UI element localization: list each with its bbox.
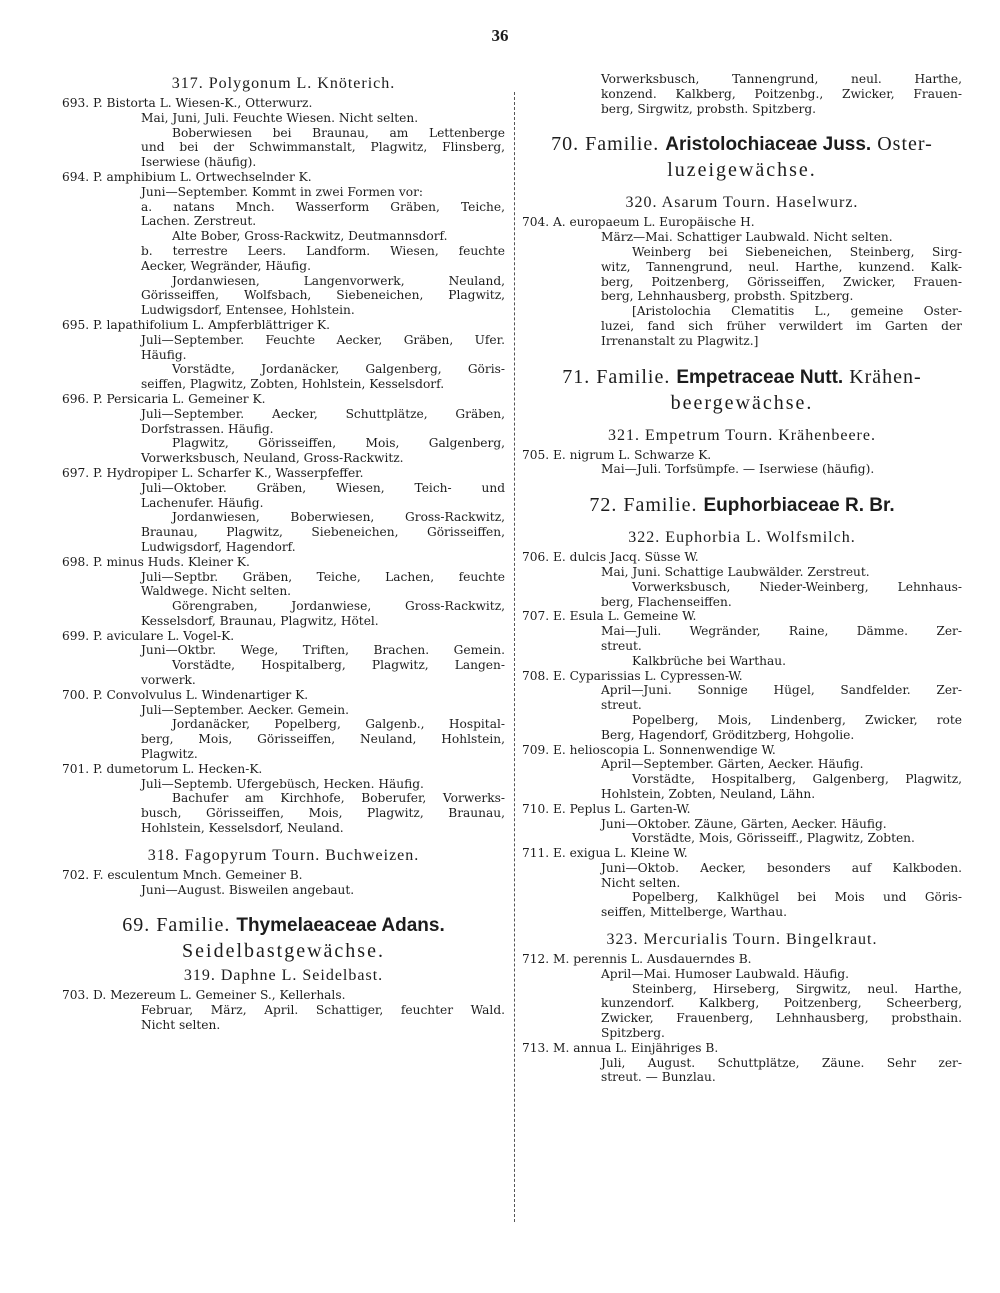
entry-text-line: Häufig. bbox=[141, 347, 187, 362]
entry-text-line: streut. bbox=[601, 698, 642, 713]
entry-text-line: Juli—Septbr. Gräben, Teiche, Lachen, feuchte bbox=[141, 569, 505, 584]
species-entry: 712. M. perennis L. Ausdauerndes B. bbox=[522, 952, 752, 967]
entry-text-line: Mai—Juli. Torfsümpfe. — Iserwiese (häufig). bbox=[601, 462, 875, 477]
family-common-name: Krähen- bbox=[849, 365, 922, 388]
family-number: 69. Familie. bbox=[122, 914, 231, 937]
family-heading bbox=[522, 365, 962, 390]
species-entry: 702. F. esculentum Mnch. Gemeiner B. bbox=[62, 867, 303, 882]
species-entry: 708. E. Cyparissias L. Cypressen-W. bbox=[522, 668, 743, 683]
genus-heading: 322. Euphorbia L. Wolfsmilch. bbox=[628, 529, 856, 547]
entry-text-line: berg, Sirgwitz, probsth. Spitzberg. bbox=[601, 101, 817, 116]
entry-text-line: Juli—September. Aecker. Gemein. bbox=[141, 702, 350, 717]
left-column bbox=[62, 72, 505, 1033]
entry-text-line: berg, Mois, Görisseiffen, Neuland, Hohlstein, bbox=[141, 732, 505, 747]
species-entry: 694. P. amphibium L. Ortwechselnder K. bbox=[62, 169, 312, 184]
entry-text-line: a. natans Mnch. Wasserform Gräben, Teiche, bbox=[141, 199, 505, 214]
entry-text-line: Kesselsdorf, Braunau, Plagwitz, Hötel. bbox=[141, 613, 379, 628]
locality-line: Weinberg bei Siebeneichen, Steinberg, Sirg- bbox=[632, 244, 962, 259]
locality-line: Popelberg, Kalkhügel bei Mois und Göris- bbox=[632, 890, 962, 905]
entry-text-line: Lachen. Zerstreut. bbox=[141, 214, 257, 229]
entry-text-line: Juli—Septemb. Ufergebüsch, Hecken. Häufig. bbox=[141, 776, 424, 791]
entry-text-line: Waldwege. Nicht selten. bbox=[141, 584, 292, 599]
family-number: 72. Familie. bbox=[589, 494, 698, 517]
locality-line: Jordanwiesen, Boberwiesen, Gross-Rackwitz, bbox=[172, 510, 505, 525]
locality-line: Plagwitz, Görisseiffen, Mois, Galgenberg, bbox=[172, 436, 505, 451]
entry-text-line: Juli—Oktober. Gräben, Wiesen, Teich- und bbox=[141, 480, 505, 495]
entry-text-line: März—Mai. Schattiger Laubwald. Nicht selten. bbox=[601, 230, 893, 245]
family-name: Empetraceae Nutt. bbox=[676, 366, 844, 388]
species-entry: 701. P. dumetorum L. Hecken-K. bbox=[62, 761, 263, 776]
locality-line: Vorwerksbusch, Nieder-Weinberg, Lehnhaus- bbox=[632, 579, 962, 594]
entry-text-line: berg, Flachenseiffen. bbox=[601, 594, 732, 609]
entry-text-line: Juli—September. Feuchte Aecker, Gräben, Ufer. bbox=[141, 332, 505, 347]
locality-line: Vorstädte, Hospitalberg, Plagwitz, Langen- bbox=[172, 658, 505, 673]
entry-text-line: Juni—August. Bisweilen angebaut. bbox=[141, 882, 355, 897]
entry-text-line: berg, Lehnhausberg, probsth. Spitzberg. bbox=[601, 289, 854, 304]
locality-line: Bachufer am Kirchhofe, Boberufer, Vorwerks- bbox=[172, 791, 505, 806]
species-entry: 707. E. Esula L. Gemeine W. bbox=[522, 609, 697, 624]
locality-line: Boberwiesen bei Braunau, am Lettenberge bbox=[172, 125, 505, 140]
locality-line: Vorstädte, Hospitalberg, Galgenberg, Plagwitz, bbox=[632, 772, 962, 787]
genus-heading: 321. Empetrum Tourn. Krähenbeere. bbox=[608, 426, 876, 444]
species-entry: 700. P. Convolvulus L. Windenartiger K. bbox=[62, 687, 309, 702]
entry-text-line: Zwicker, Frauenberg, Lehnhausberg, probsthain. bbox=[601, 1011, 962, 1026]
entry-text-line: streut. bbox=[601, 638, 642, 653]
locality-line: Jordanwiesen, Langenvorwerk, Neuland, bbox=[172, 273, 505, 288]
entry-text-line: Nicht selten. bbox=[141, 1018, 221, 1033]
entry-text-line: April—Juni. Sonnige Hügel, Sandfelder. Zer- bbox=[601, 683, 962, 698]
species-entry: 696. P. Persicaria L. Gemeiner K. bbox=[62, 391, 266, 406]
entry-text-line: luzei, fand sich früher verwildert im Garten der bbox=[601, 318, 962, 333]
species-entry: 706. E. dulcis Jacq. Süsse W. bbox=[522, 550, 699, 565]
entry-text-line: kunzendorf. Kalkberg, Poitzenberg, Scheerberg, bbox=[601, 996, 962, 1011]
entry-text-line: Hohlstein, Zobten, Neuland, Lähn. bbox=[601, 786, 816, 801]
entry-text-line: Mai—Juli. Wegränder, Raine, Dämme. Zer- bbox=[601, 624, 962, 639]
species-entry: 693. P. Bistorta L. Wiesen-K., Otterwurz. bbox=[62, 96, 313, 110]
genus-heading: 318. Fagopyrum Tourn. Buchweizen. bbox=[147, 846, 420, 864]
locality-line: Görengraben, Jordanwiese, Gross-Rackwitz, bbox=[172, 599, 505, 614]
family-heading bbox=[522, 132, 962, 157]
locality-line: Kalkbrüche bei Warthau. bbox=[632, 653, 786, 668]
entry-text-line: seiffen, Mittelberge, Warthau. bbox=[601, 905, 788, 920]
entry-text-line: Iserwiese (häufig). bbox=[141, 155, 257, 170]
locality-line: Popelberg, Mois, Lindenberg, Zwicker, rote bbox=[632, 712, 962, 727]
entry-text-line: Plagwitz. bbox=[141, 747, 198, 762]
entry-text-line: Ludwigsdorf, Hagendorf. bbox=[141, 539, 296, 554]
entry-text-line: witz, Tannengrund, neul. Harthe, kunzend. Kalk- bbox=[601, 259, 962, 274]
entry-text-line: Hohlstein, Kesselsdorf, Neuland. bbox=[141, 821, 344, 836]
locality-line: Vorstädte, Jordanäcker, Galgenberg, Göris- bbox=[172, 362, 505, 377]
locality-line: Alte Bober, Gross-Rackwitz, Deutmannsdorf. bbox=[172, 229, 448, 244]
family-name: Euphorbiaceae R. Br. bbox=[703, 495, 895, 517]
entry-text-line: Mai, Juni. Schattige Laubwälder. Zerstreut. bbox=[601, 564, 870, 579]
entry-text-line: streut. — Bunzlau. bbox=[601, 1070, 716, 1085]
entry-text-line: vorwerk. bbox=[141, 673, 196, 688]
family-heading bbox=[62, 913, 505, 938]
entry-text-line: Dorfstrassen. Häufig. bbox=[141, 421, 274, 436]
family-name: Thymelaeaceae Adans. bbox=[236, 915, 445, 937]
entry-text-line: Ludwigsdorf, Entensee, Hohlstein. bbox=[141, 303, 355, 318]
species-entry: 705. E. nigrum L. Schwarze K. bbox=[522, 447, 712, 462]
entry-text-line: Juni—Oktober. Zäune, Gärten, Aecker. Häufig. bbox=[601, 816, 887, 831]
family-common-name: Seidelbastgewächse. bbox=[182, 940, 385, 963]
entry-text-line: April—Mai. Humoser Laubwald. Häufig. bbox=[601, 966, 850, 981]
family-heading bbox=[522, 493, 962, 518]
entry-text-line: Irrenanstalt zu Plagwitz.] bbox=[601, 333, 759, 348]
entry-text-line: b. terrestre Leers. Landform. Wiesen, feuchte bbox=[141, 243, 505, 258]
entry-text-line: Lachenufer. Häufig. bbox=[141, 495, 264, 510]
right-column bbox=[522, 72, 962, 1085]
species-entry: 709. E. helioscopia L. Sonnenwendige W. bbox=[522, 742, 776, 757]
entry-text-line: busch, Görisseiffen, Mois, Plagwitz, Braunau, bbox=[141, 806, 505, 821]
entry-text-line: Vorwerksbusch, Tannengrund, neul. Harthe, bbox=[601, 72, 962, 86]
entry-text-line: Mai, Juni, Juli. Feuchte Wiesen. Nicht selten. bbox=[141, 110, 419, 125]
entry-text-line: Vorwerksbusch, Neuland, Gross-Rackwitz. bbox=[141, 451, 404, 466]
entry-text-line: Berg, Hagendorf, Gröditzberg, Hohgolie. bbox=[601, 727, 855, 742]
page-number: 36 bbox=[491, 26, 509, 45]
entry-text-line: Juli—September. Aecker, Schuttplätze, Gräben, bbox=[141, 406, 505, 421]
species-entry: 704. A. europaeum L. Europäische H. bbox=[522, 215, 755, 230]
entry-text-line: April—September. Gärten, Aecker. Häufig. bbox=[601, 757, 864, 772]
entry-text-line: seiffen, Plagwitz, Zobten, Hohlstein, Kesselsdorf. bbox=[141, 377, 445, 392]
genus-heading: 317. Polygonum L. Knöterich. bbox=[171, 75, 396, 92]
entry-text-line: konzend. Kalkberg, Poitzenbg., Zwicker, Frauen- bbox=[601, 86, 962, 101]
entry-text-line: Görisseiffen, Wolfsbach, Siebeneichen, Plagwitz, bbox=[141, 288, 505, 303]
family-common-name: Oster- bbox=[877, 133, 933, 156]
entry-text-line: Juni—September. Kommt in zwei Formen vor: bbox=[141, 184, 424, 199]
entry-text-line: Juni—Oktob. Aecker, besonders auf Kalkboden. bbox=[601, 860, 962, 875]
entry-text-line: Juli, August. Schuttplätze, Zäune. Sehr zer- bbox=[601, 1055, 962, 1070]
locality-line: Vorstädte, Mois, Görisseiff., Plagwitz, Zobten. bbox=[632, 831, 915, 846]
family-common-name: beergewächse. bbox=[670, 391, 814, 414]
genus-heading: 323. Mercurialis Tourn. Bingelkraut. bbox=[606, 931, 878, 949]
column-divider bbox=[514, 92, 515, 1222]
species-entry: 711. E. exigua L. Kleine W. bbox=[522, 846, 688, 861]
locality-line: Steinberg, Hirseberg, Sirgwitz, neul. Harthe, bbox=[632, 981, 962, 996]
entry-text-line: berg, Poitzenberg, Görisseiffen, Zwicker, Frauen- bbox=[601, 274, 962, 289]
entry-text-line: Spitzberg. bbox=[601, 1026, 665, 1041]
entry-text-line: und bei der Schwimmanstalt, Plagwitz, Flinsberg, bbox=[141, 140, 505, 155]
locality-line: Jordanäcker, Popelberg, Galgenb., Hospital- bbox=[172, 717, 505, 732]
species-entry: 697. P. Hydropiper L. Scharfer K., Wasserpfeffer. bbox=[62, 465, 364, 480]
species-entry: 703. D. Mezereum L. Gemeiner S., Kellerhals. bbox=[62, 988, 346, 1003]
species-entry: 698. P. minus Huds. Kleiner K. bbox=[62, 554, 250, 569]
locality-line: [Aristolochia Clematitis L., gemeine Oster- bbox=[632, 304, 962, 319]
family-common-name: luzeigewächse. bbox=[667, 159, 817, 182]
entry-text-line: Juni—Oktbr. Wege, Triften, Brachen. Gemein. bbox=[141, 643, 505, 658]
family-name: Aristolochiaceae Juss. bbox=[665, 134, 872, 156]
entry-text-line: Braunau, Plagwitz, Siebeneichen, Görisseiffen, bbox=[141, 525, 505, 540]
species-entry: 699. P. aviculare L. Vogel-K. bbox=[62, 628, 235, 643]
species-entry: 695. P. lapathifolium L. Ampferblättriger K. bbox=[62, 317, 331, 332]
genus-heading: 320. Asarum Tourn. Haselwurz. bbox=[625, 194, 859, 212]
genus-heading: 319. Daphne L. Seidelbast. bbox=[183, 967, 384, 985]
species-entry: 710. E. Peplus L. Garten-W. bbox=[522, 801, 691, 816]
family-number: 70. Familie. bbox=[551, 133, 660, 156]
entry-text-line: Nicht selten. bbox=[601, 875, 681, 890]
species-entry: 713. M. annua L. Einjähriges B. bbox=[522, 1040, 719, 1055]
entry-text-line: Aecker, Wegränder, Häufig. bbox=[141, 258, 311, 273]
entry-text-line: Februar, März, April. Schattiger, feuchter Wald. bbox=[141, 1003, 505, 1018]
family-number: 71. Familie. bbox=[562, 365, 671, 388]
